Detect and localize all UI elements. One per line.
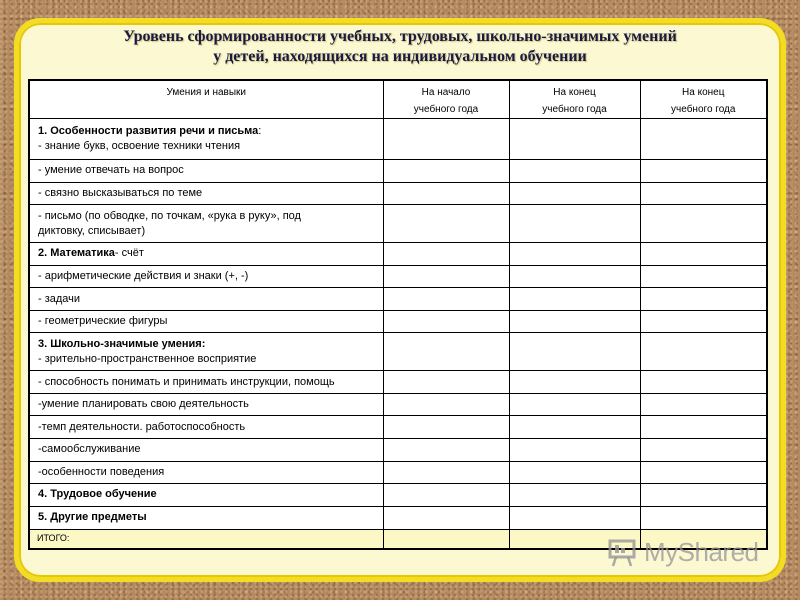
skill-cell (29, 416, 383, 439)
header-label-line2: учебного года (413, 104, 479, 115)
section-heading: 1. Особенности развития речи и письма (38, 125, 259, 138)
skill-line (38, 442, 379, 457)
header-skills-label: Умения и навыки (166, 87, 247, 98)
table-row (29, 160, 767, 183)
table-cell (383, 371, 509, 394)
table-row (29, 371, 767, 394)
skill-text: - арифметические действия и знаки (+, -) (38, 269, 249, 282)
skill-line (38, 269, 379, 284)
table-cell (509, 371, 640, 394)
table-cell (640, 484, 767, 507)
skill-line (38, 420, 379, 435)
table-cell (509, 243, 640, 266)
skill-line (38, 465, 379, 480)
table-cell (509, 416, 640, 439)
skill-line (38, 337, 379, 352)
skill-cell (29, 439, 383, 462)
table-cell (509, 333, 640, 371)
table-row (29, 506, 767, 529)
table-cell (640, 371, 767, 394)
skill-line-2: - знание букв, освоение техники чтения (38, 140, 241, 153)
skill-line (38, 186, 379, 201)
skill-line (38, 314, 379, 329)
table-cell (640, 439, 767, 462)
skill-line (38, 163, 379, 178)
table-row (29, 265, 767, 288)
table-cell (383, 461, 509, 484)
skill-cell (29, 205, 383, 243)
skill-text: - геометрические фигуры (38, 315, 168, 328)
skill-text: - способность понимать и принимать инструкции, помощь (38, 375, 335, 388)
skill-cell (29, 265, 383, 288)
header-end-of-year-2 (640, 80, 767, 119)
table-cell (509, 182, 640, 205)
table-cell (509, 439, 640, 462)
skill-line (38, 375, 379, 390)
skill-line (38, 124, 379, 139)
table-cell (383, 416, 509, 439)
table-cell (509, 205, 640, 243)
title-line-2: у детей, находящихся на индивидуальном обучении (213, 48, 587, 65)
table-cell (383, 484, 509, 507)
skill-cell (29, 484, 383, 507)
presentation-board-icon (606, 535, 640, 569)
skill-cell (29, 310, 383, 333)
table-cell (509, 461, 640, 484)
skill-cell (29, 182, 383, 205)
header-label-line1: На конец (682, 87, 725, 98)
skill-text: -самообслуживание (38, 443, 141, 456)
table-row (29, 484, 767, 507)
skill-text: : (258, 125, 262, 138)
table-cell (640, 506, 767, 529)
table-cell (383, 182, 509, 205)
skill-text: -темп деятельности. работоспособность (38, 420, 246, 433)
table-cell (509, 288, 640, 311)
table-cell (640, 416, 767, 439)
table-cell (509, 393, 640, 416)
skill-line (38, 292, 379, 307)
table-cell (640, 205, 767, 243)
table-cell (383, 529, 509, 549)
table-cell (509, 310, 640, 333)
skill-text: -особенности поведения (38, 465, 165, 478)
table-row (29, 310, 767, 333)
table-cell (383, 288, 509, 311)
table-cell (383, 265, 509, 288)
table-row (29, 205, 767, 243)
table-cell (640, 160, 767, 183)
table-cell (509, 119, 640, 160)
skill-cell (29, 160, 383, 183)
table-row (29, 333, 767, 371)
table-row (29, 288, 767, 311)
table-cell (509, 484, 640, 507)
table-cell (509, 160, 640, 183)
table-cell (640, 119, 767, 160)
table-row (29, 416, 767, 439)
watermark-text: MyShared (644, 536, 759, 567)
skill-text: - связно высказываться по теме (38, 186, 203, 199)
section-heading: 3. Школьно-значимые умения: (38, 337, 206, 350)
table-row (29, 393, 767, 416)
skill-line (38, 209, 379, 224)
skill-cell (29, 333, 383, 371)
skill-text: - счёт (114, 247, 144, 260)
header-label-line2: учебного года (671, 104, 736, 115)
table-cell (383, 205, 509, 243)
table-cell (640, 393, 767, 416)
table-cell (383, 310, 509, 333)
skill-text: - умение отвечать на вопрос (38, 164, 184, 177)
skill-line (38, 397, 379, 412)
table-cell (640, 461, 767, 484)
skill-cell (29, 371, 383, 394)
section-heading: 2. Математика (38, 247, 115, 260)
skill-line (38, 246, 379, 261)
table-cell (383, 333, 509, 371)
table-row (29, 182, 767, 205)
skill-cell (29, 506, 383, 529)
skill-cell (29, 393, 383, 416)
skill-text: - письмо (по обводке, по точкам, «рука в руку», под (38, 209, 301, 222)
table-cell (383, 243, 509, 266)
table-cell (383, 160, 509, 183)
table-cell (383, 439, 509, 462)
header-start-of-year (383, 80, 509, 119)
header-label-line2: учебного года (542, 104, 607, 115)
header-skills (29, 80, 383, 119)
table-cell (640, 288, 767, 311)
title-line-1: Уровень сформированности учебных, трудовых, школьно-значимых умений (123, 28, 677, 45)
table-row (29, 243, 767, 266)
skill-cell (29, 119, 383, 160)
table-cell (509, 265, 640, 288)
section-heading: 4. Трудовое обучение (38, 488, 157, 501)
header-label-line1: На начало (421, 87, 471, 98)
table-row (29, 461, 767, 484)
table-cell (383, 506, 509, 529)
header-label-line1: На конец (553, 87, 596, 98)
skill-line-2: диктовку, списывает) (38, 224, 146, 237)
table-cell (640, 243, 767, 266)
table-header-row (29, 80, 767, 119)
skills-table (28, 79, 768, 550)
skill-cell (29, 288, 383, 311)
skill-line-2: - зрительно-пространственное восприятие (38, 352, 257, 365)
table-cell (640, 265, 767, 288)
table-row (29, 119, 767, 160)
table-cell (383, 119, 509, 160)
skill-line (38, 487, 379, 502)
skill-cell (29, 461, 383, 484)
table-cell (509, 506, 640, 529)
skill-text: -умение планировать свою деятельность (38, 398, 249, 411)
watermark (606, 535, 759, 569)
table-cell (640, 182, 767, 205)
skill-text: - задачи (38, 292, 81, 305)
table-cell (383, 393, 509, 416)
table-cell (640, 333, 767, 371)
header-end-of-year-1 (509, 80, 640, 119)
skill-line (38, 510, 379, 525)
table-cell (640, 310, 767, 333)
skill-cell (29, 243, 383, 266)
section-heading: 5. Другие предметы (38, 511, 147, 524)
page-title (30, 27, 770, 67)
table-row (29, 439, 767, 462)
total-label: ИТОГО: (29, 529, 383, 549)
